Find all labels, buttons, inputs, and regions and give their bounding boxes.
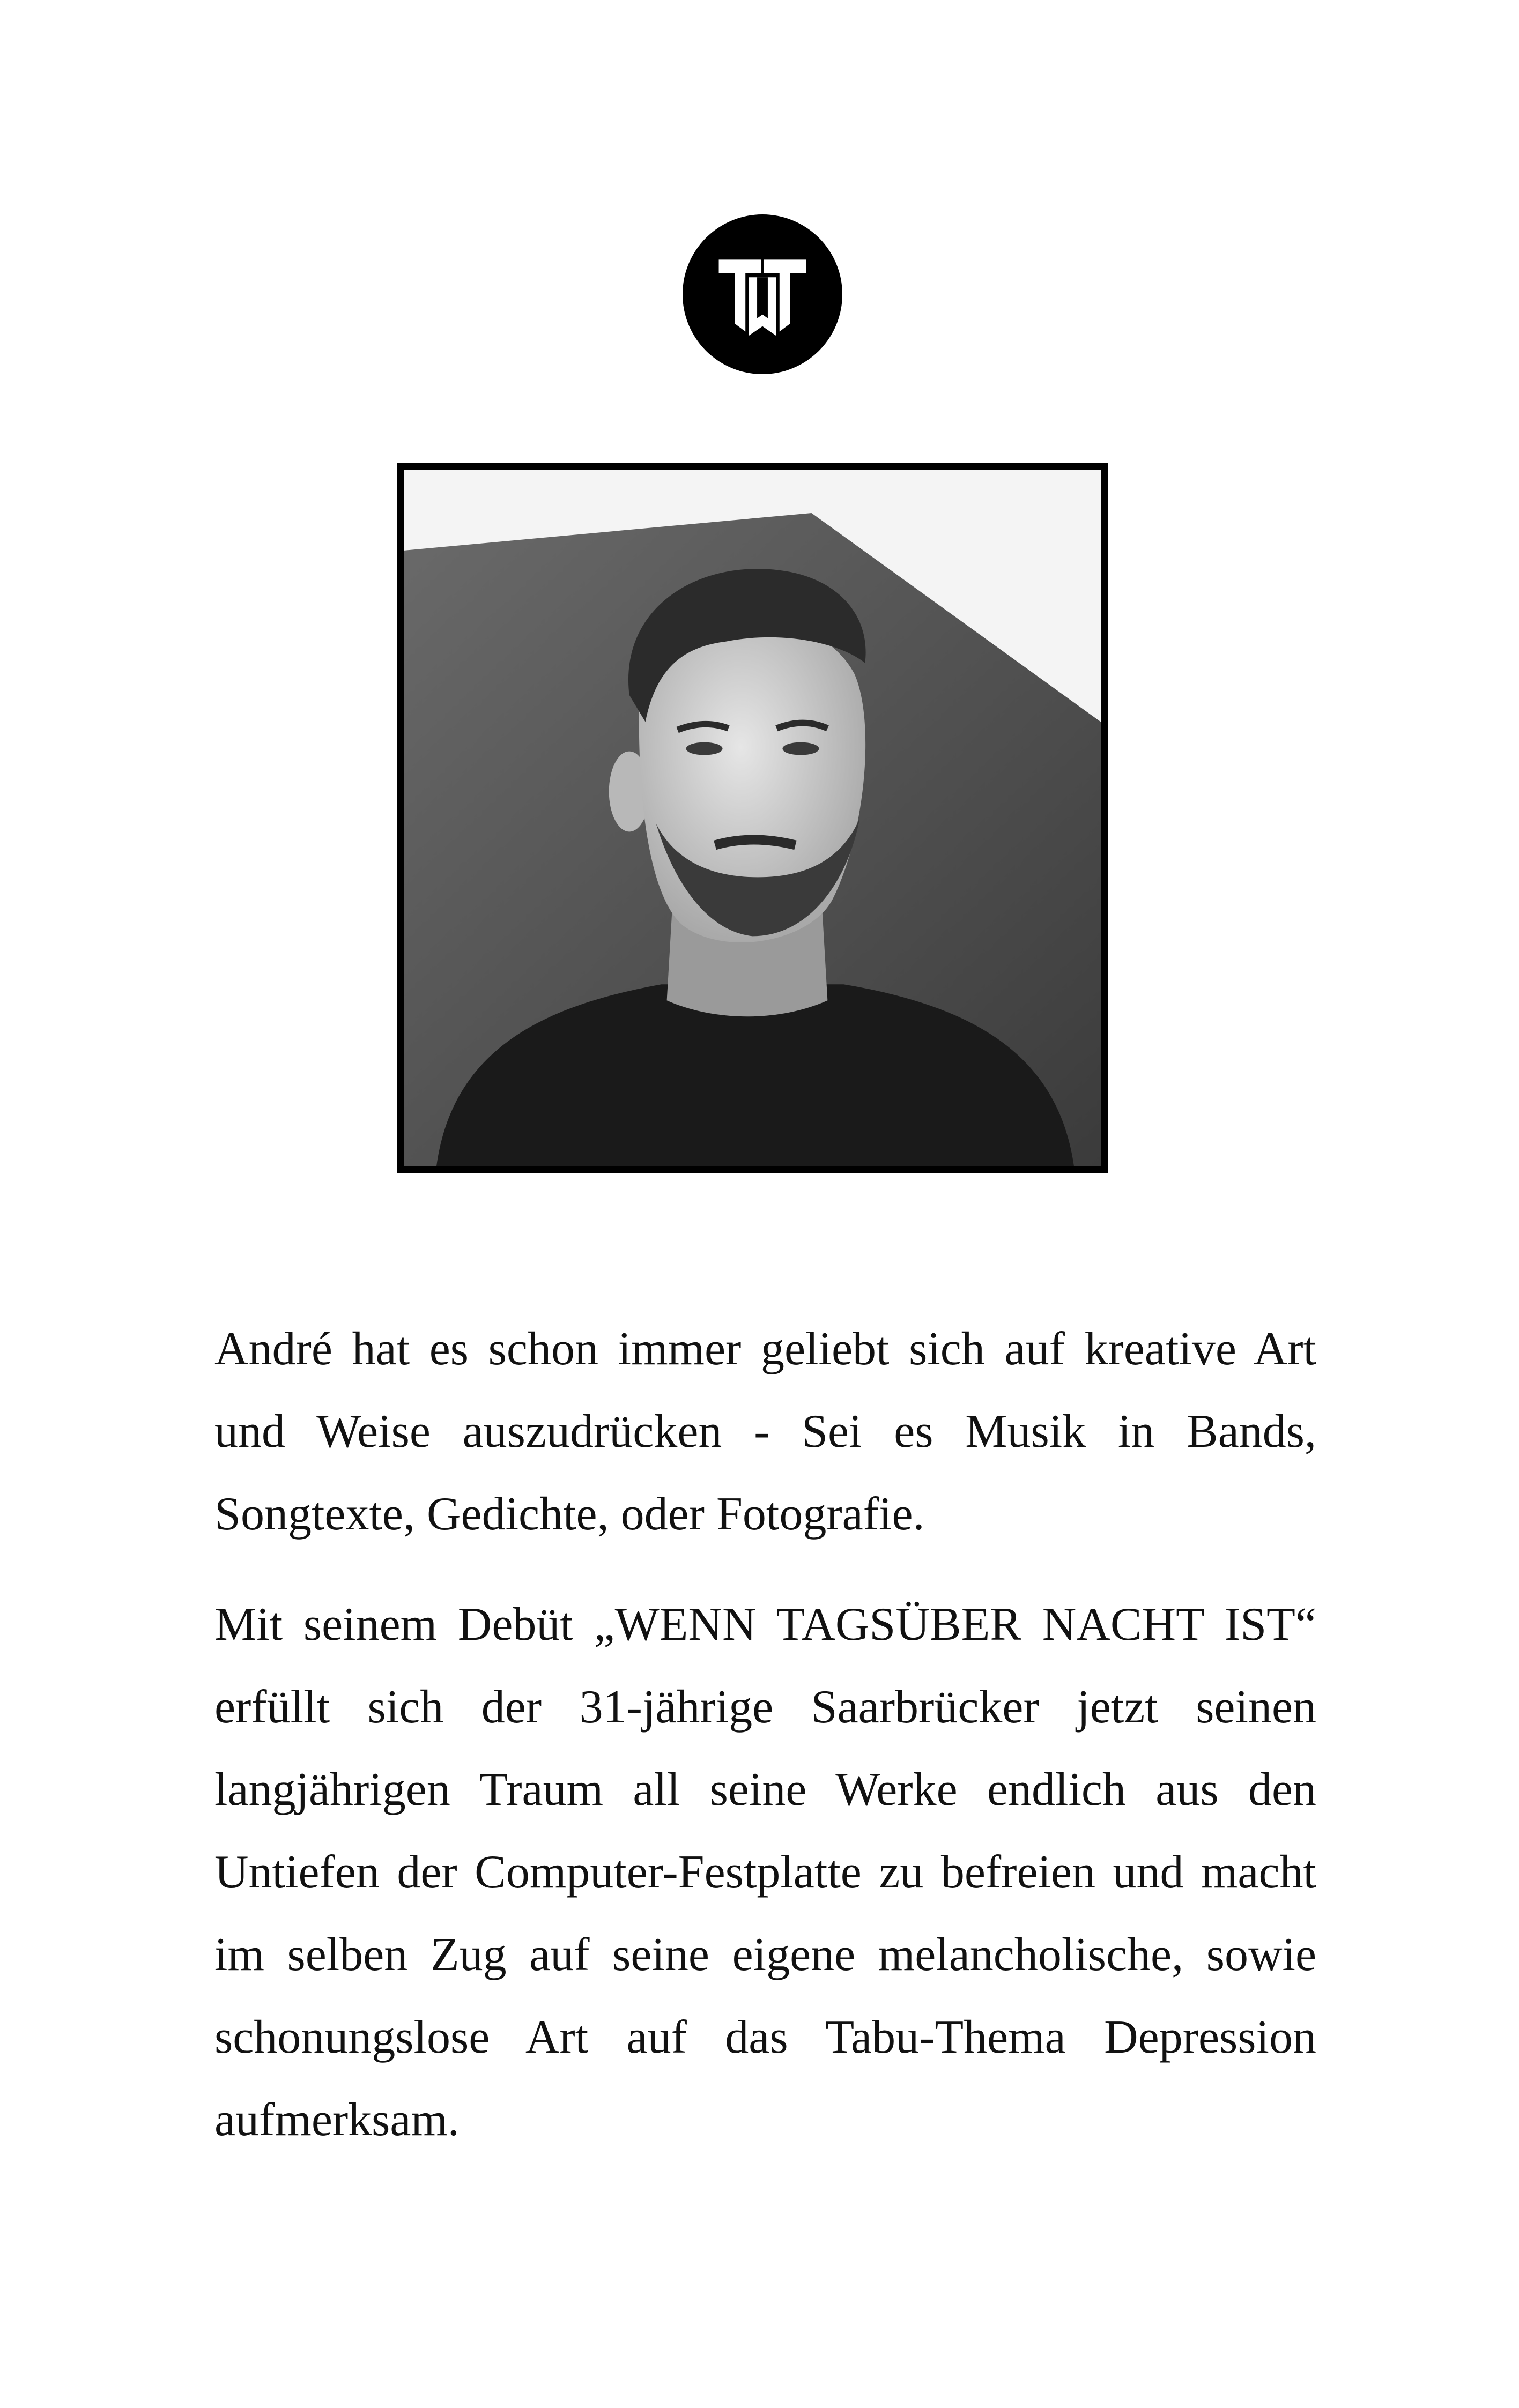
- author-photo: [397, 463, 1108, 1173]
- author-portrait-image: [404, 470, 1101, 1166]
- bio-paragraph: André hat es schon immer geliebt sich auf kreative Art und Weise auszudrücken - Sei es Musik in Bands, Songtexte, Gedichte, oder Fotografie.: [214, 1323, 1316, 1540]
- bio-paragraph: Mit seinem Debüt „WENN TAGSÜBER NACHT IST“ erfüllt sich der 31-jährige Saarbrücker jetzt seinen langjährigen Traum all seine Werke endlich aus den Untiefen der Computer-Festplatte zu befreien und macht im selben Zug auf seine eigene melancholische, sowie schonungslose Art auf das Tabu-Thema Depression aufmerksam.: [214, 1599, 1316, 2146]
- publisher-logo-icon: [683, 214, 842, 374]
- author-bio: [214, 1308, 1316, 2161]
